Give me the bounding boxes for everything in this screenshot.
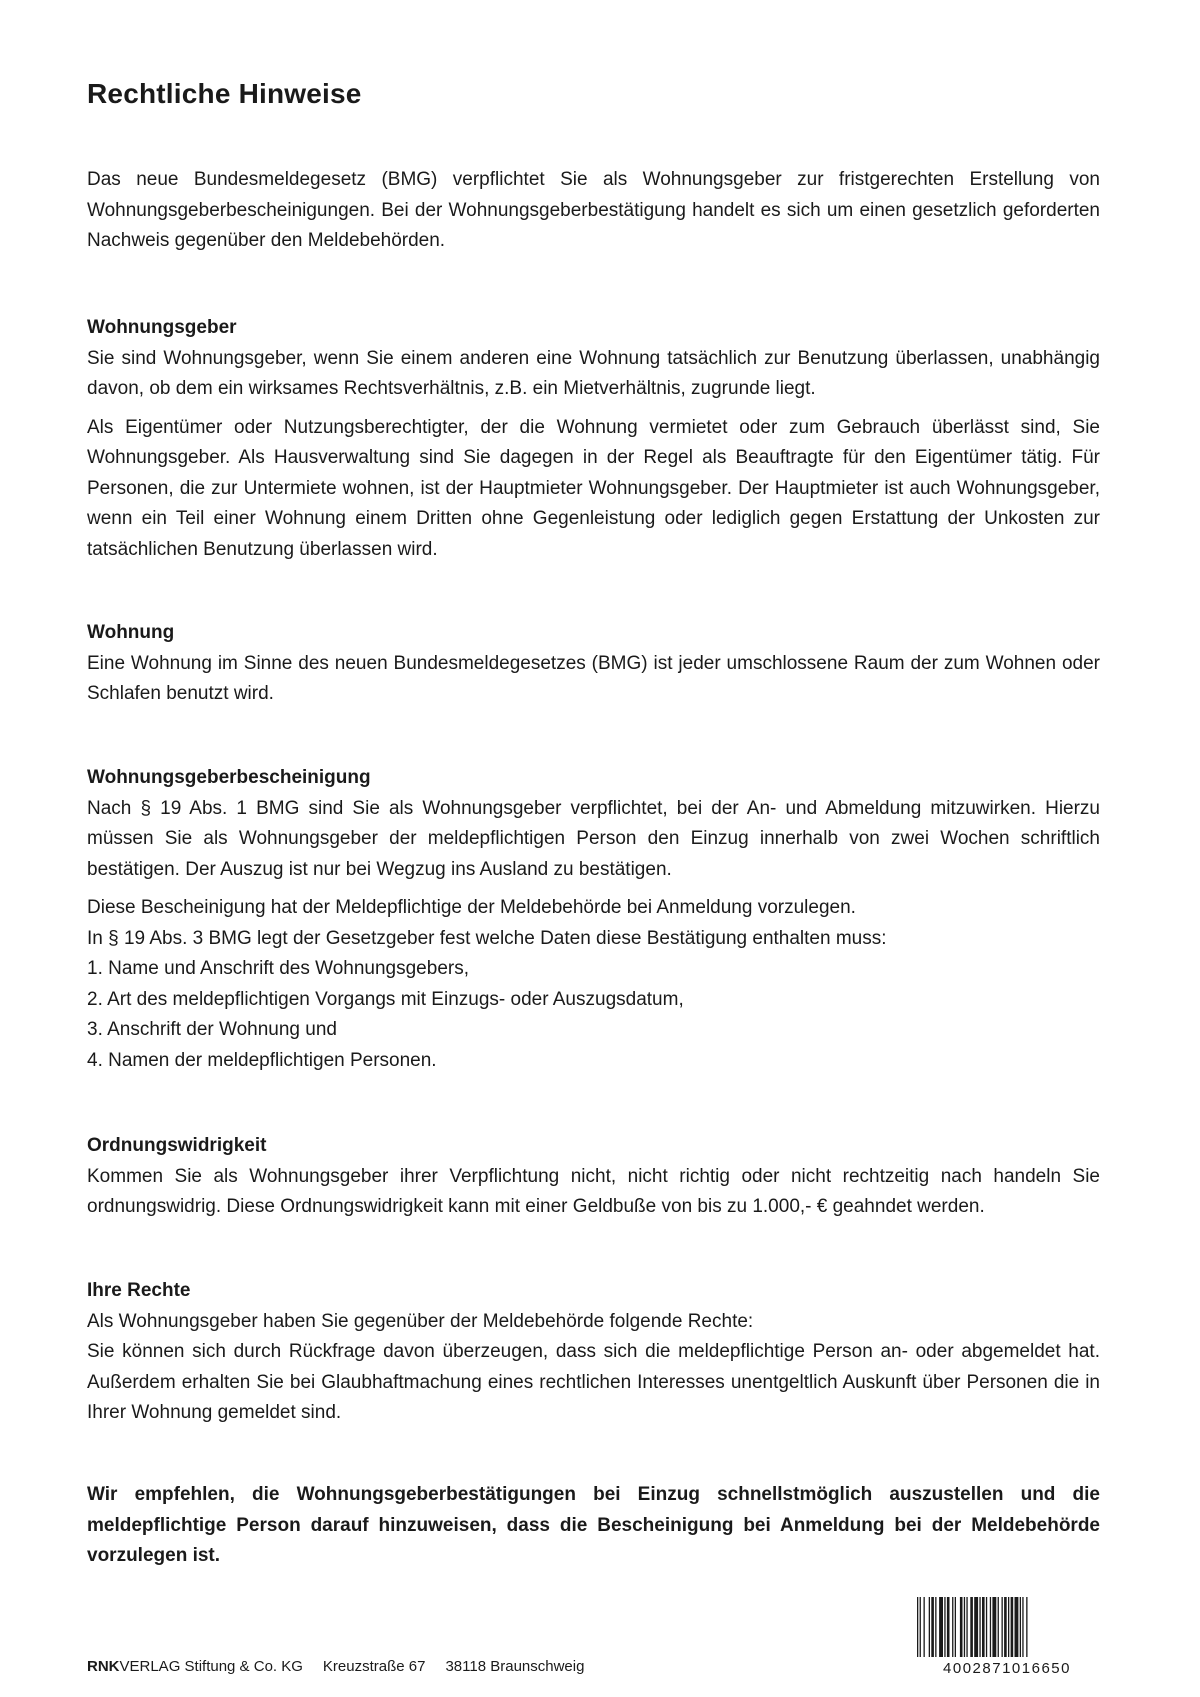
section-paragraph: In § 19 Abs. 3 BMG legt der Gesetzgeber fest welche Daten diese Bestätigung enthalten muss:	[87, 927, 887, 949]
section-heading: Wohnungsgeberbescheinigung	[87, 767, 371, 788]
recommendation-section	[87, 1480, 1100, 1572]
barcode-bar	[935, 1597, 936, 1657]
section-ordnungswidrigkeit	[87, 1131, 1100, 1223]
intro-section	[87, 165, 1100, 257]
section-paragraph: Sie können sich durch Rückfrage davon überzeugen, dass sich die meldepflichtige Person an- oder abgemeldet hat. Außerdem erhalten Sie bei Glaubhaftmachung eines rechtlichen Interesses unentgeltlich Auskunft über Personen die in Ihrer Wohnung gemeldet sind.	[87, 1341, 1100, 1423]
section-paragraph: Nach § 19 Abs. 1 BMG sind Sie als Wohnungsgeber verpflichtet, bei der An- und Abmeldung mitzuwirken. Hierzu müssen Sie als Wohnungsgeber der meldepflichtigen Person den Einzug innerhalb von zwei Wochen schriftlich bestätigen. Der Auszug ist nur bei Wegzug ins Ausland zu bestätigen.	[87, 797, 1100, 880]
barcode-bar	[974, 1597, 978, 1657]
section-paragraph: Als Eigentümer oder Nutzungsberechtigter, der die Wohnung vermietet oder zum Gebrauch überlässt sind, Sie Wohnungsgeber. Als Hausverwaltung sind Sie dagegen in der Regel als Beauftragte für den Eigentümer tätig. Für Personen, die zur Untermiete wohnen, ist der Hauptmieter Wohnungsgeber. Der Hauptmieter ist auch Wohnungsgeber, wenn ein Teil einer Wohnung einem Dritten ohne Gegenleistung oder lediglich gegen Erstattung der Unkosten zur tatsächlichen Benutzung überlassen wird.	[87, 416, 1100, 560]
section-wohnungsgeberbescheinigung	[87, 763, 1100, 1076]
barcode-bar	[939, 1597, 943, 1657]
barcode-bar	[1004, 1597, 1007, 1657]
publisher-street: Kreuzstraße 67	[322, 1658, 426, 1675]
section-wohnung	[87, 618, 1100, 710]
barcode-bar	[960, 1597, 963, 1657]
section-paragraph: Diese Bescheinigung hat der Meldepflichtige der Meldebehörde bei Anmeldung vorzulegen.	[87, 897, 856, 918]
barcode-bar	[992, 1597, 996, 1657]
page-title: Rechtliche Hinweise	[87, 78, 362, 109]
barcode-bar	[1022, 1597, 1023, 1657]
barcode-bar	[1020, 1597, 1021, 1657]
barcode-bar	[986, 1597, 987, 1657]
section-paragraph: Sie sind Wohnungsgeber, wenn Sie einem anderen eine Wohnung tatsächlich zur Benutzung überlassen, unabhängig davon, ob dem ein wirksames Rechtsverhältnis, z.B. ein Mietverhältnis, zugrunde liegt.	[87, 347, 1100, 399]
intro-paragraph: Das neue Bundesmeldegesetz (BMG) verpflichtet Sie als Wohnungsgeber zur fristgerechten Erstellung von Wohnungsgeberbescheinigungen. Bei der Wohnungsgeberbestätigung handelt es sich um einen gesetzlich geforderten Nachweis gegenüber den Meldebehörden.	[87, 169, 1100, 251]
section-heading: Wohnungsgeber	[87, 317, 237, 338]
list-item: 1. Name und Anschrift des Wohnungsgebers,	[87, 958, 469, 979]
publisher-city: 38118 Braunschweig	[445, 1658, 585, 1675]
barcode-bar	[990, 1597, 991, 1657]
barcode-bar	[924, 1597, 925, 1657]
barcode-number: 4002871016650	[943, 1660, 1071, 1677]
barcode-bar	[929, 1597, 930, 1657]
recommendation-paragraph: Wir empfehlen, die Wohnungsgeberbestätigungen bei Einzug schnellstmöglich auszustellen und die meldepflichtige Person darauf hinzuweisen, dass die Bescheinigung bei Anmeldung bei der Meldebehörde vorzulegen ist.	[87, 1484, 1100, 1566]
barcode-bar	[947, 1597, 950, 1657]
barcode-bar	[1008, 1597, 1009, 1657]
barcode-bar	[964, 1597, 965, 1657]
barcode-bar	[979, 1597, 980, 1657]
barcode-bar	[998, 1597, 999, 1657]
list-item: 2. Art des meldepflichtigen Vorgangs mit Einzugs- oder Auszugsdatum,	[87, 988, 684, 1010]
publisher-brand: RNK	[87, 1658, 120, 1675]
list-item: 4. Namen der meldepflichtigen Personen.	[87, 1049, 437, 1071]
barcode-bar	[917, 1597, 918, 1657]
section-heading: Ihre Rechte	[87, 1280, 191, 1301]
barcode-bar	[1011, 1597, 1014, 1657]
barcode-bar	[1002, 1597, 1003, 1657]
section-heading: Ordnungswidrigkeit	[87, 1135, 267, 1156]
barcode-bar	[970, 1597, 973, 1657]
barcode-bar	[955, 1597, 956, 1657]
list-item: 3. Anschrift der Wohnung und	[87, 1019, 337, 1040]
section-paragraph: Als Wohnungsgeber haben Sie gegenüber der Meldebehörde folgende Rechte:	[87, 1310, 754, 1332]
barcode-bar	[1015, 1597, 1019, 1657]
barcode-bars	[917, 1597, 1028, 1657]
section-wohnungsgeber	[87, 313, 1100, 565]
section-ihre-rechte	[87, 1276, 1100, 1429]
publisher-footer	[87, 1658, 584, 1675]
barcode-bar	[966, 1597, 967, 1657]
section-heading: Wohnung	[87, 622, 175, 643]
barcode-bar	[944, 1597, 945, 1657]
barcode-bar	[952, 1597, 953, 1657]
section-paragraph: Eine Wohnung im Sinne des neuen Bundesmeldegesetzes (BMG) ist jeder umschlossene Raum der zum Wohnen oder Schlafen benutzt wird.	[87, 652, 1100, 704]
barcode	[913, 1597, 1101, 1677]
barcode-bar	[920, 1597, 921, 1657]
barcode-bar	[1026, 1597, 1027, 1657]
section-paragraph: Kommen Sie als Wohnungsgeber ihrer Verpflichtung nicht, nicht richtig oder nicht rechtzeitig nach handeln Sie ordnungswidrig. Diese Ordnungswidrigkeit kann mit einer Geldbuße von bis zu 1.000,- € geahndet werden.	[87, 1165, 1100, 1217]
publisher-company: VERLAG Stiftung & Co. KG	[119, 1658, 303, 1675]
barcode-bar	[982, 1597, 985, 1657]
barcode-bar	[931, 1597, 934, 1657]
